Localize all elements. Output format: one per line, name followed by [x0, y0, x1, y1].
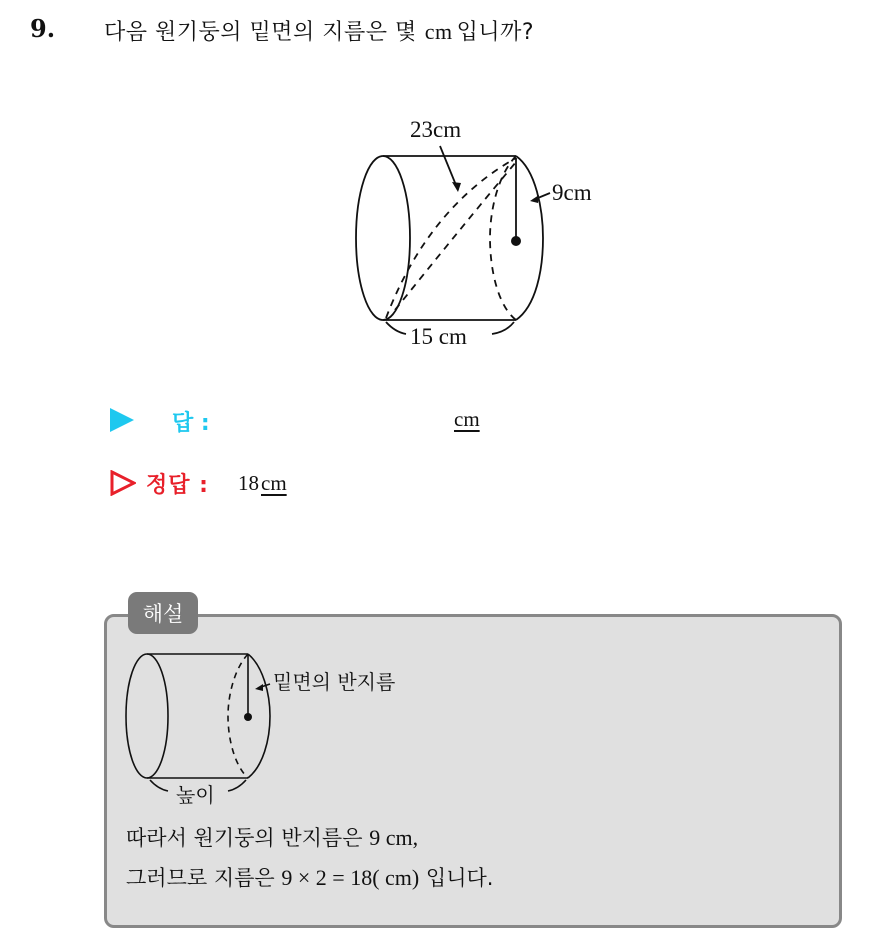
answer-row — [110, 402, 530, 442]
question-text-after: 입니까? — [456, 20, 535, 45]
exp-line1-text: 따라서 원기둥의 반지름은 — [126, 826, 363, 850]
exp-radius-label: 밑면의 반지름 — [273, 670, 396, 694]
explanation-line-2 — [126, 862, 493, 892]
arrowhead-9cm — [530, 195, 539, 203]
label-15cm: 15 cm — [410, 324, 467, 349]
exp-line2-math: 9 × 2 = 18( cm) — [281, 865, 420, 890]
correct-label: 정답 : — [146, 473, 209, 498]
question-text-before: 다음 원기둥의 밑면의 지름은 몇 — [104, 20, 417, 45]
explanation-cylinder-figure — [120, 644, 440, 814]
exp-height-brace-left — [150, 780, 168, 791]
label-9cm: 9cm — [552, 180, 592, 205]
correct-value — [238, 471, 287, 496]
slant-path-upper — [386, 158, 516, 318]
exp-line2-text-b: 입니다. — [425, 866, 494, 890]
length-brace-right — [492, 322, 514, 334]
play-arrow-icon — [110, 408, 134, 432]
exp-radius-arrowhead — [255, 684, 263, 691]
question-number: 9. — [30, 14, 56, 43]
label-23cm: 23cm — [410, 117, 462, 142]
play-outline-icon — [110, 470, 136, 496]
cylinder-left-ellipse — [356, 156, 410, 320]
answer-label: 답 : — [172, 411, 210, 436]
correct-answer-row — [110, 466, 530, 506]
exp-line1-math: 9 cm, — [369, 825, 419, 850]
exp-cylinder-left-ellipse — [126, 654, 168, 778]
explanation-tag: 해설 — [128, 592, 198, 634]
explanation-line-1 — [126, 822, 418, 852]
exp-height-brace-right — [228, 780, 246, 791]
cylinder-figure — [340, 110, 630, 360]
radius-center-dot — [511, 236, 521, 246]
length-brace-left — [386, 322, 406, 334]
exp-radius-center-dot — [244, 713, 252, 721]
answer-unit: cm — [454, 407, 480, 431]
arrowhead-23cm — [452, 182, 461, 192]
exp-height-label: 높이 — [176, 783, 215, 807]
cylinder-right-front-arc — [516, 156, 543, 320]
correct-number: 18 — [238, 471, 259, 495]
question-text — [104, 15, 534, 46]
question-unit: cm — [424, 19, 453, 44]
correct-unit: cm — [261, 471, 287, 495]
exp-line2-text-a: 그러므로 지름은 — [126, 866, 275, 890]
